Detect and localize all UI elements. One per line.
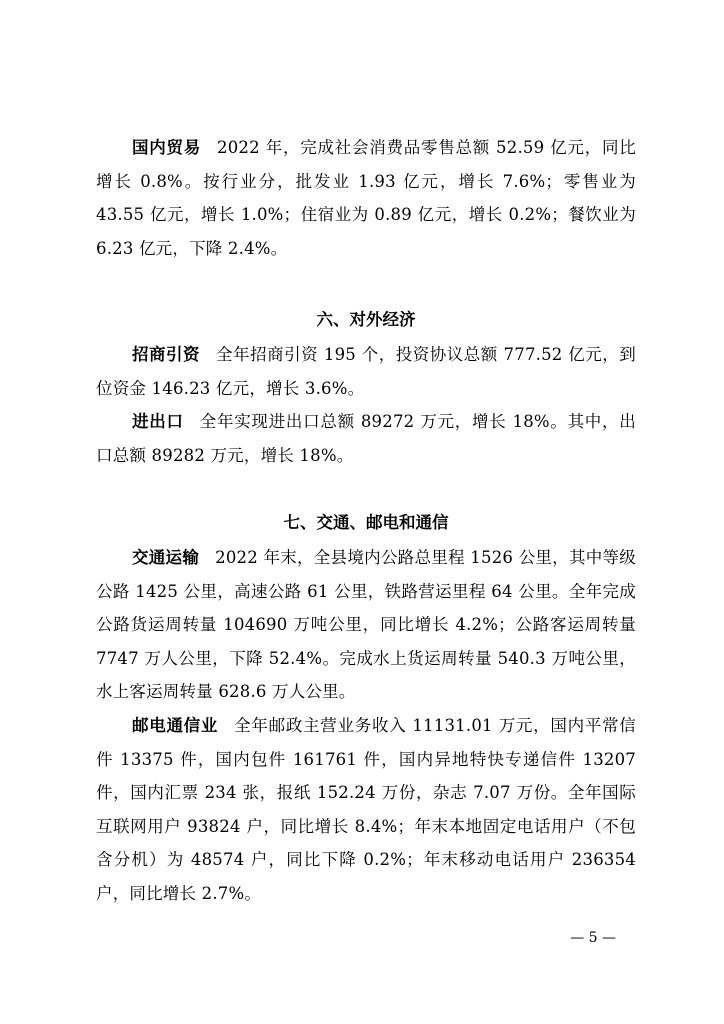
lead-post-telecom: 邮电通信业 — [132, 716, 219, 735]
paragraph-domestic-trade — [96, 131, 636, 265]
section-title-transport-telecom: 七、交通、邮电和通信 — [283, 513, 449, 532]
lead-import-export: 进出口 — [132, 412, 184, 431]
section-title-foreign-economy: 六、对外经济 — [316, 310, 416, 329]
text-import-export: 全年实现进出口总额 89272 万元，增长 18%。其中，出口总额 89282 万元，增长 18%。 — [96, 412, 636, 465]
text-domestic-trade: 2022 年，完成社会消费品零售总额 52.59 亿元，同比增长 0.8%。按行业分，批发业 1.93 亿元，增长 7.6%；零售业为 43.55 亿元，增长 1.0%；住宿业为 0.89 亿元，增长 0.2%；餐饮业为 6.23 亿元，下降 2.4%。 — [96, 138, 636, 258]
lead-investment: 招商引资 — [132, 345, 201, 364]
page-number: — 5 — — [570, 930, 616, 946]
text-post-telecom: 全年邮政主营业务收入 11131.01 万元，国内平常信件 13375 件，国内包件 161761 件，国内异地特快专递信件 13207 件，国内汇票 234 张，报纸 152.24 万份，杂志 7.07 万份。全年国际互联网用户 93824 户，同比增长 8.4%；年末本地固定电话用户（不包含分机）为 48574 户，同比下降 0.2%；年末移动电话用户 236354 户，同比增长 2.7%。 — [96, 716, 636, 903]
lead-transport: 交通运输 — [132, 548, 200, 567]
text-investment: 全年招商引资 195 个，投资协议总额 777.52 亿元，到位资金 146.23 亿元，增长 3.6%。 — [96, 345, 636, 398]
text-transport: 2022 年末，全县境内公路总里程 1526 公里，其中等级公路 1425 公里，高速公路 61 公里，铁路营运里程 64 公里。全年完成公路货运周转量 104690 万吨公里，同比增长 4.2%；公路客运周转量 7747 万人公里，下降 52.4%。完成水上货运周转量 540.3 万吨公里，水上客运周转量 628.6 万人公里。 — [96, 548, 636, 701]
paragraph-transport — [96, 541, 636, 709]
paragraph-import-export — [96, 405, 636, 472]
paragraph-post-telecom — [96, 709, 636, 910]
lead-domestic-trade: 国内贸易 — [132, 138, 202, 157]
paragraph-investment — [96, 338, 636, 405]
